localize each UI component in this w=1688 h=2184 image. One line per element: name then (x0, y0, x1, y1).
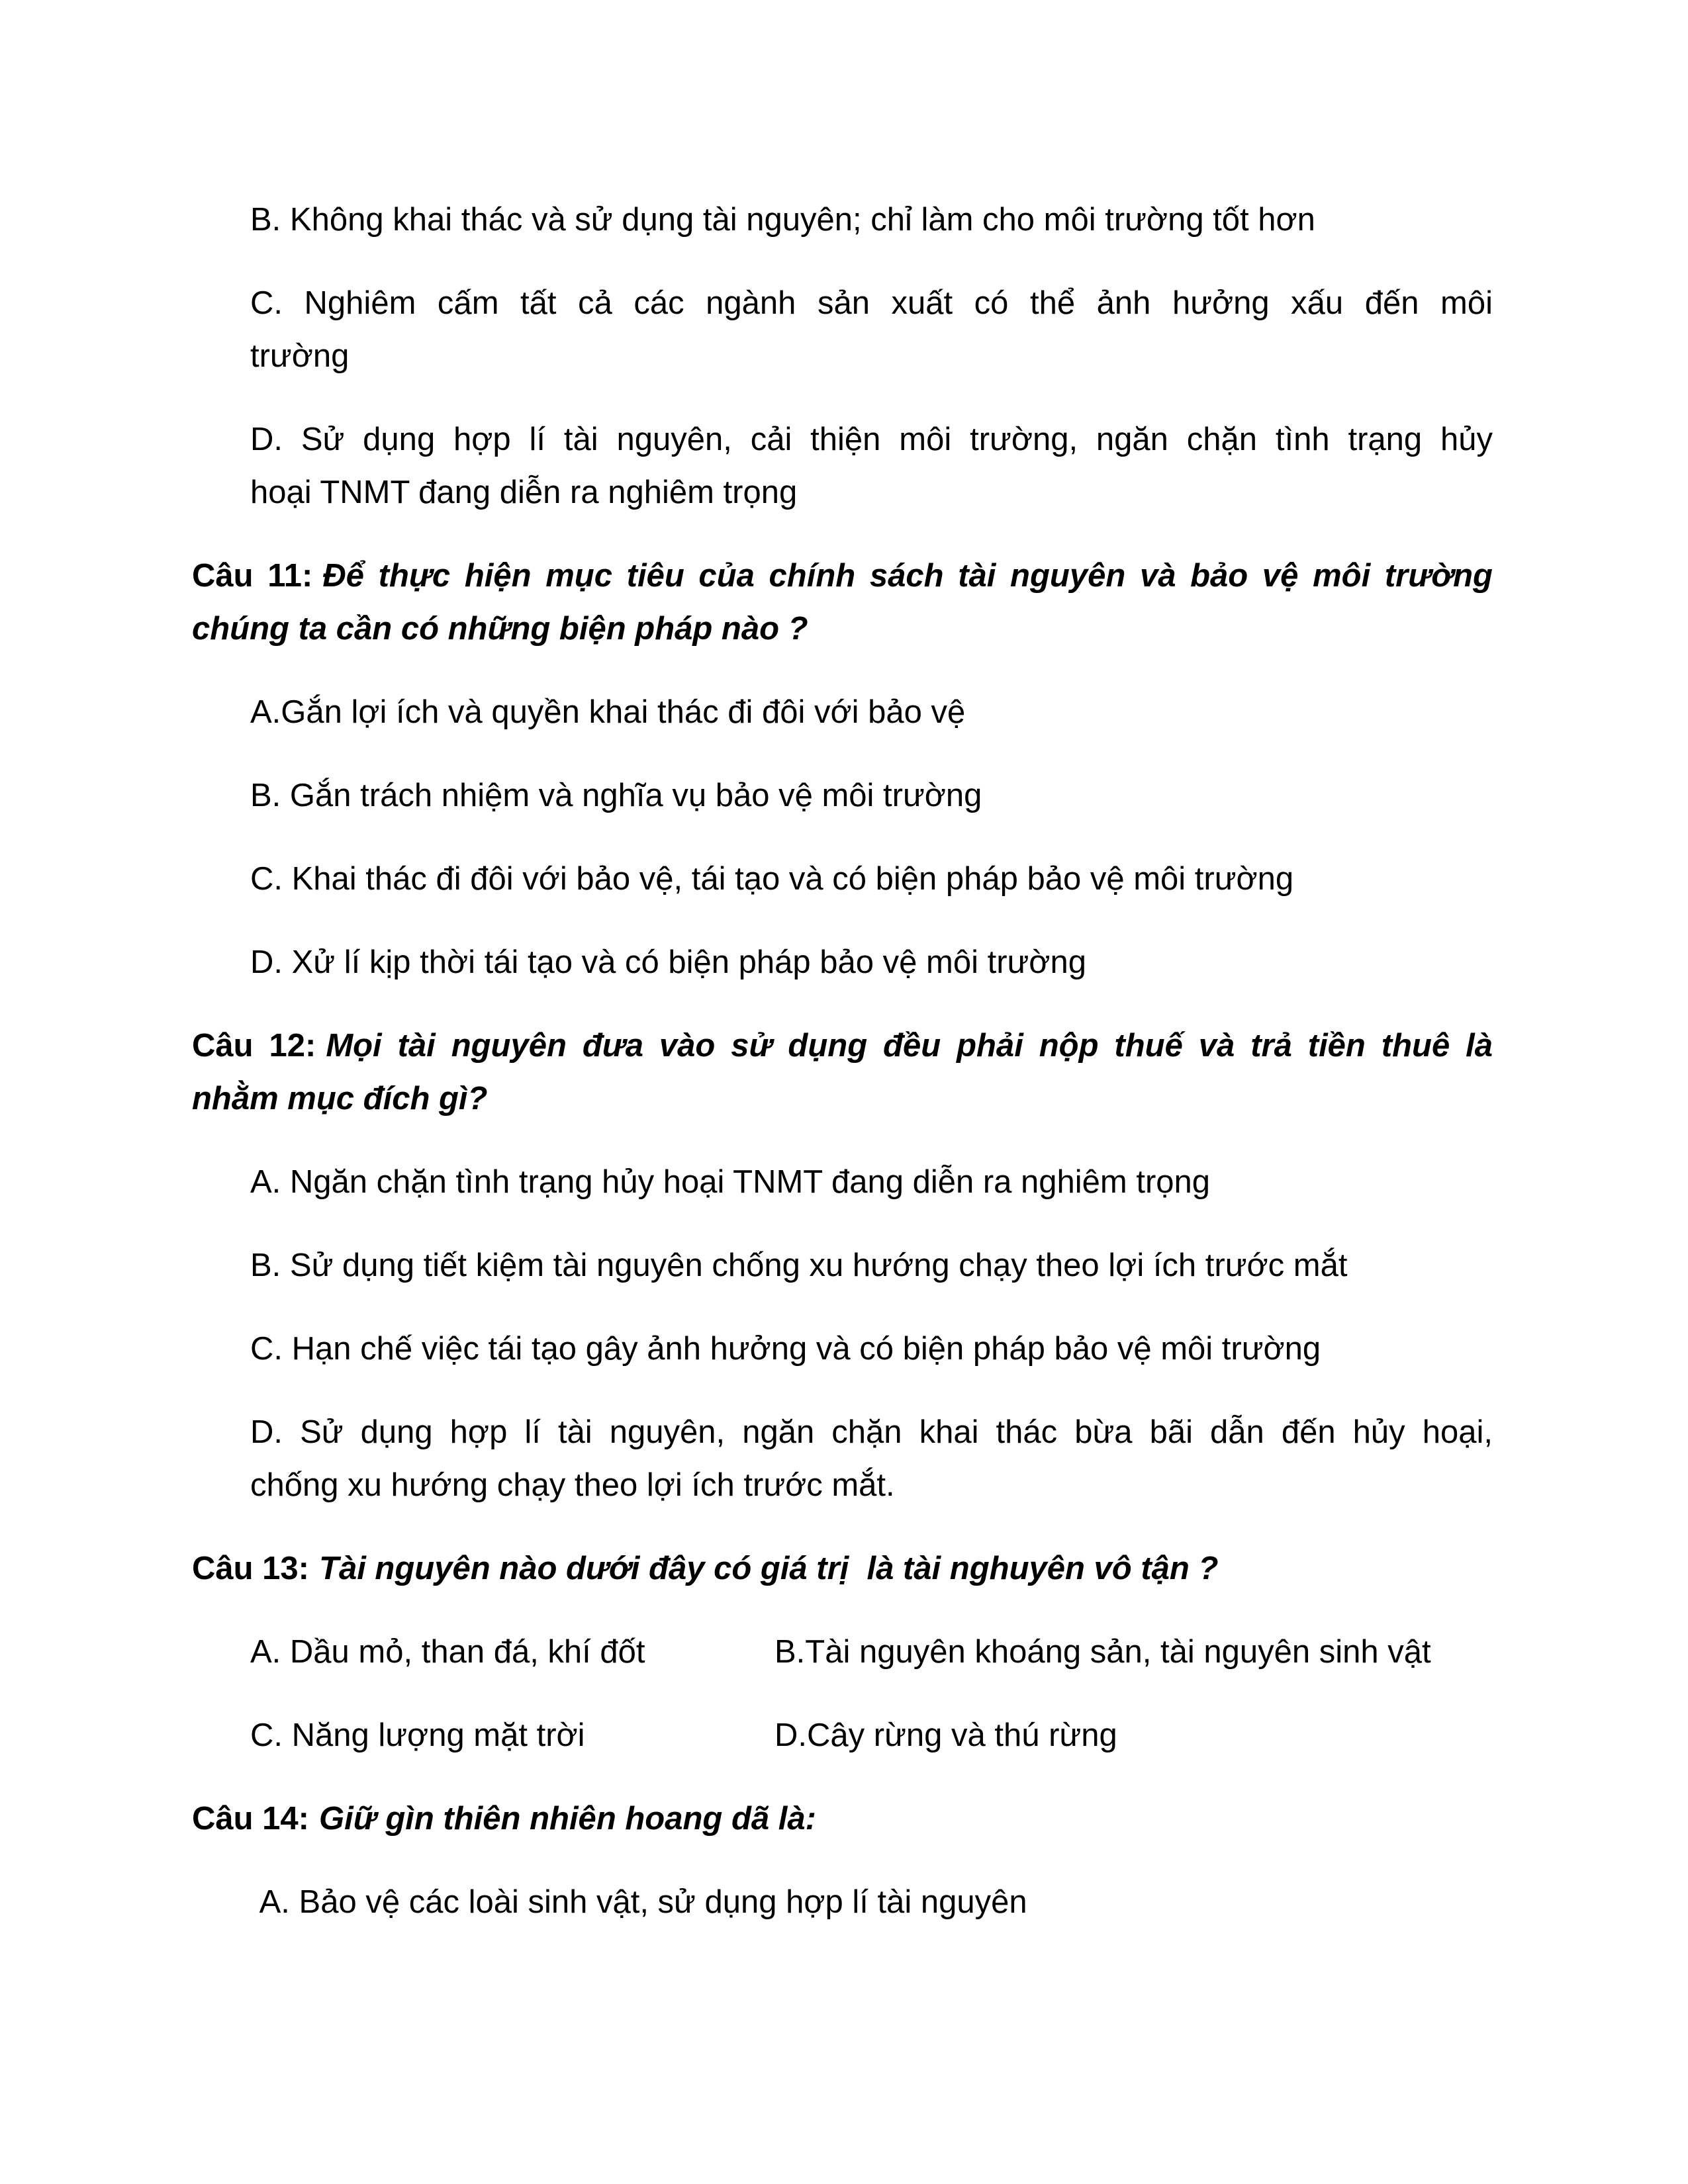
q11-option-d (250, 936, 1493, 989)
question-12-number: Câu 12: (192, 1028, 316, 1064)
q12-option-a-text: A. Ngăn chặn tình trạng hủy hoại TNMT đang diễn ra nghiêm trọng (250, 1164, 1211, 1200)
question-12-heading (192, 1019, 1493, 1125)
q13-options-row-1 (250, 1625, 1493, 1678)
q10-option-c-line2: trường (250, 338, 350, 374)
question-14-number: Câu 14: (192, 1801, 310, 1837)
q10-option-d-line2: hoại TNMT đang diễn ra nghiêm trọng (250, 475, 798, 510)
q12-option-b-text: B. Sử dụng tiết kiệm tài nguyên chống xu hướng chạy theo lợi ích trước mắt (250, 1248, 1348, 1283)
q11-option-c-text: C. Khai thác đi đôi với bảo vệ, tái tạo và có biện pháp bảo vệ môi trường (250, 861, 1294, 897)
q11-option-d-text: D. Xử lí kịp thời tái tạo và có biện pháp bảo vệ môi trường (250, 944, 1086, 980)
question-11-heading (192, 549, 1493, 655)
q11-option-a-text: A.Gắn lợi ích và quyền khai thác đi đôi với bảo vệ (250, 694, 966, 730)
q11-option-a (250, 686, 1493, 739)
q10-option-d-line1: D. Sử dụng hợp lí tài nguyên, cải thiện môi trường, ngăn chặn tình trạng hủy (250, 422, 1493, 457)
question-13-heading (192, 1542, 1493, 1595)
q12-option-d-line1: D. Sử dụng hợp lí tài nguyên, ngăn chặn khai thác bừa bãi dẫn đến hủy hoại, (250, 1414, 1493, 1450)
question-11-number: Câu 11: (192, 558, 313, 594)
question-11-stem-line1-wrap (192, 549, 1493, 602)
question-12-stem-line1: Mọi tài nguyên đưa vào sử dụng đều phải nộp thuế và trả tiền thuê là (326, 1028, 1493, 1064)
question-14-stem: Giữ gìn thiên nhiên hoang dã là: (319, 1801, 816, 1837)
q11-option-b-text: B. Gắn trách nhiệm và nghĩa vụ bảo vệ môi trường (250, 778, 982, 813)
question-12-stem-line2: nhằm mục đích gì? (192, 1081, 488, 1116)
q14-option-a-text: A. Bảo vệ các loài sinh vật, sử dụng hợp lí tài nguyên (250, 1884, 1027, 1920)
q14-option-a (250, 1876, 1493, 1929)
question-13-stem-wrap (192, 1542, 1493, 1595)
q12-option-d-line2: chống xu hướng chạy theo lợi ích trước mắt. (250, 1467, 895, 1503)
question-14-stem-wrap (192, 1792, 1493, 1845)
q13-option-c: C. Năng lượng mặt trời (250, 1717, 585, 1753)
q12-option-c-text: C. Hạn chế việc tái tạo gây ảnh hưởng và có biện pháp bảo vệ môi trường (250, 1331, 1321, 1367)
q11-option-c (250, 852, 1493, 905)
q12-option-b (250, 1239, 1493, 1292)
q13-option-d: D.Cây rừng và thú rừng (774, 1717, 1117, 1753)
q10-option-d (250, 413, 1493, 519)
q10-option-c (250, 277, 1493, 383)
question-11-stem-line1: Để thực hiện mục tiêu của chính sách tài nguyên và bảo vệ môi trường (322, 558, 1493, 594)
question-12-stem-line1-wrap (192, 1019, 1493, 1072)
q12-option-a (250, 1156, 1493, 1208)
q11-option-b (250, 769, 1493, 822)
question-13-number: Câu 13: (192, 1551, 310, 1586)
q10-option-b-text: B. Không khai thác và sử dụng tài nguyên; chỉ làm cho môi trường tốt hơn (250, 202, 1315, 238)
q12-option-d (250, 1406, 1493, 1512)
question-13-stem: Tài nguyên nào dưới đây có giá trị là tài nghuyên vô tận ? (319, 1551, 1219, 1586)
q10-option-b (250, 193, 1493, 246)
question-14-heading (192, 1792, 1493, 1845)
question-11-stem-line2: chúng ta cần có những biện pháp nào ? (192, 611, 808, 647)
q12-option-c (250, 1322, 1493, 1375)
q10-option-c-line1: C. Nghiêm cấm tất cả các ngành sản xuất có thể ảnh hưởng xấu đến môi (250, 285, 1493, 321)
q13-option-b: B.Tài nguyên khoáng sản, tài nguyên sinh vật (774, 1634, 1431, 1670)
q13-option-a: A. Dầu mỏ, than đá, khí đốt (250, 1634, 645, 1670)
q13-options-row-2 (250, 1709, 1493, 1762)
